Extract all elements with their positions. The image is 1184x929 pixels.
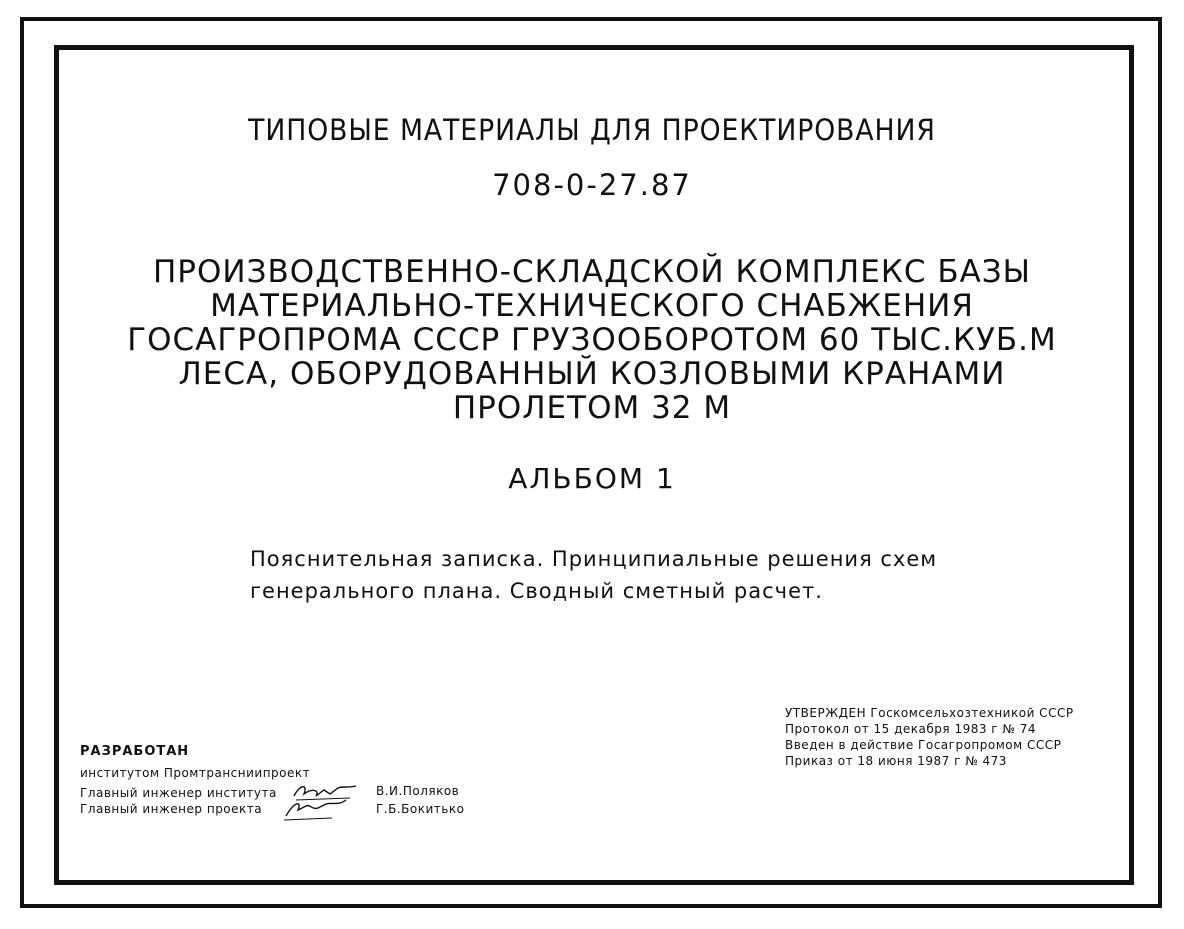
document-title	[0, 255, 1184, 425]
document-header: ТИПОВЫЕ МАТЕРИАЛЫ ДЛЯ ПРОЕКТИРОВАНИЯ	[248, 113, 936, 147]
signature-2	[282, 796, 354, 824]
role-title: Главный инженер проекта	[80, 802, 263, 816]
approval-line: УТВЕРЖДЕН Госкомсельхозтехникой СССР	[785, 706, 1074, 720]
title-line: ПРОЛЕТОМ 32 М	[452, 390, 732, 426]
title-line: МАТЕРИАЛЬНО-ТЕХНИЧЕСКОГО СНАБЖЕНИЯ	[210, 288, 974, 324]
title-line: ЛЕСА, ОБОРУДОВАННЫЙ КОЗЛОВЫМИ КРАНАМИ	[178, 356, 1006, 392]
approval-line: Введен в действие Госагропромом СССР	[785, 738, 1062, 752]
developed-label: РАЗРАБОТАН	[80, 744, 190, 759]
approval-line: Протокол от 15 декабря 1983 г № 74	[785, 722, 1036, 736]
document-code: 708-0-27.87	[492, 168, 692, 202]
album-label: АЛЬБОМ 1	[508, 462, 676, 495]
description-line: генерального плана. Сводный сметный расчет.	[250, 579, 823, 603]
album-description	[250, 543, 950, 607]
role-title: Главный инженер института	[80, 786, 277, 800]
title-line: ПРОИЗВОДСТВЕННО-СКЛАДСКОЙ КОМПЛЕКС БАЗЫ	[152, 254, 1032, 290]
approval-line: Приказ от 18 июня 1987 г № 473	[785, 754, 1007, 768]
developer-institute: институтом Промтрансниипроект	[80, 766, 311, 780]
person-name: Г.Б.Бокитько	[376, 802, 465, 816]
person-name: В.И.Поляков	[376, 784, 460, 798]
description-line: Пояснительная записка. Принципиальные решения схем	[250, 547, 938, 571]
title-line: ГОСАГРОПРОМА СССР ГРУЗООБОРОТОМ 60 ТЫС.КУБ.М	[127, 322, 1057, 358]
